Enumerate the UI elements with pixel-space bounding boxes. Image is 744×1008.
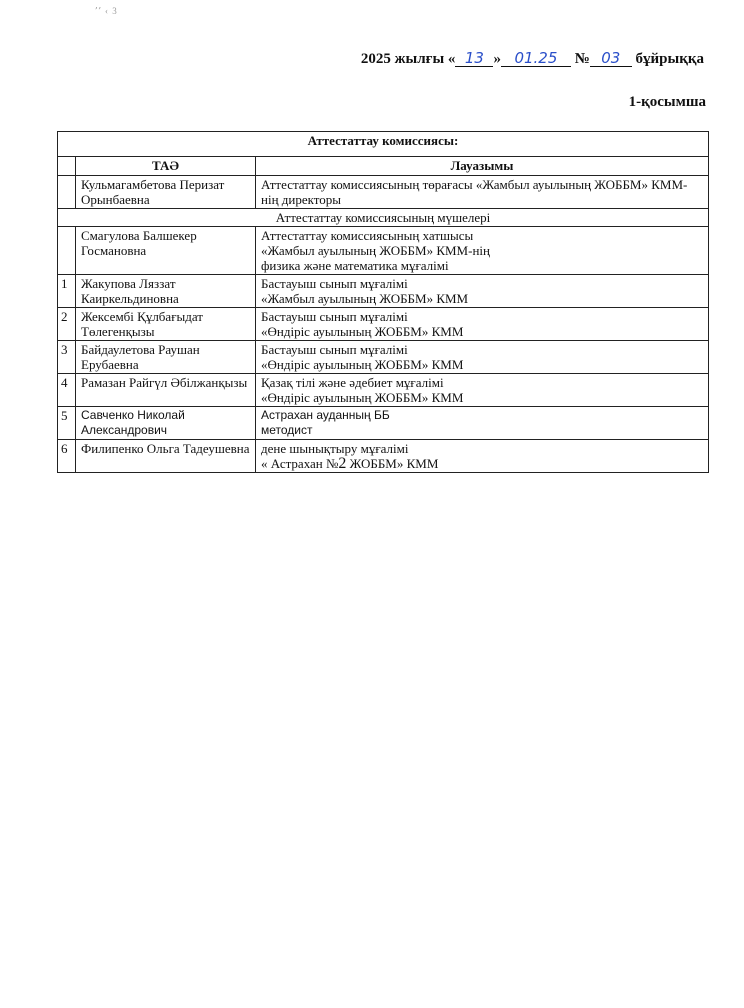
chair-num-cell [58,176,76,209]
member-position-line: Бастауыш сынып мұғалімі [261,342,408,357]
member-position-line: дене шынықтыру мұғалімі [261,441,409,456]
secretary-position [256,227,709,275]
handwritten-month-year: 01.25 [501,50,571,67]
member-position-line: «Жамбыл ауылының ЖОББМ» КММ [261,291,469,306]
member-num: 6 [58,440,76,473]
member-position-part: ЖОББМ» КММ [346,456,439,471]
member-position [256,407,709,440]
table-title: Аттестаттау комиссиясы: [58,132,709,157]
member-position-line [261,456,703,471]
table-row [58,341,709,374]
table-row [58,374,709,407]
chair-position: Аттестаттау комиссиясының төрағасы «Жамбыл ауылының ЖОББМ» КММ-нің директоры [256,176,709,209]
member-num: 2 [58,308,76,341]
commission-table [57,131,709,473]
appendix-label: 1-қосымша [628,94,706,110]
header-position: Лауазымы [256,157,709,176]
member-position-line: «Өндіріс ауылының ЖОББМ» КММ [261,357,464,372]
member-position [256,341,709,374]
member-position-part: 2 [338,455,347,472]
order-word: бұйрыққа [635,51,704,67]
table-row [58,275,709,308]
table-row [58,407,709,440]
member-num: 1 [58,275,76,308]
member-name: Жексембі Құлбағыдат Төлегенқызы [76,308,256,341]
header-num-cell [58,157,76,176]
member-num: 5 [58,407,76,440]
member-position-line: «Өндіріс ауылының ЖОББМ» КММ [261,390,464,405]
secretary-position-line: Аттестаттау комиссиясының хатшысы [261,228,474,243]
order-reference [361,50,704,68]
secretary-name: Смагулова Балшекер Госмановна [76,227,256,275]
members-section-title: Аттестаттау комиссиясының мүшелері [58,209,709,227]
member-name: Филипенко Ольга Тадеушевна [76,440,256,473]
member-position [256,440,709,473]
member-position-line: Қазақ тілі және әдебиет мұғалімі [261,375,444,390]
member-position-part: « Астрахан № [261,456,339,471]
header-name: ТАӘ [76,157,256,176]
member-position [256,275,709,308]
secretary-num-cell [58,227,76,275]
member-position-line: Бастауыш сынып мұғалімі [261,309,408,324]
secretary-row [58,227,709,275]
table-row [58,440,709,473]
chair-name: Кульмагамбетова Перизат Орынбаевна [76,176,256,209]
member-position-line: Бастауыш сынып мұғалімі [261,276,408,291]
member-position-line: методист [261,423,313,437]
member-position-line: «Өндіріс ауылының ЖОББМ» КММ [261,324,464,339]
quote-close: » [493,51,501,67]
member-name: Рамазан Райгүл Әбілжанқызы [76,374,256,407]
member-num: 4 [58,374,76,407]
member-name: Жакупова Ляззат Каиркельдиновна [76,275,256,308]
table-row [58,308,709,341]
chair-row [58,176,709,209]
member-num: 3 [58,341,76,374]
scan-mark: ՚՚ ‹ 3 [95,6,118,16]
member-name: Байдаулетова Раушан Ерубаевна [76,341,256,374]
year-text: 2025 жылғы « [360,51,456,67]
secretary-position-line: физика және математика мұғалімі [261,258,449,273]
member-position [256,308,709,341]
handwritten-order-number: 03 [590,50,632,67]
number-sign: № [574,51,590,67]
members-section-row [58,209,709,227]
member-name: Савченко Николай Александрович [76,407,256,440]
member-position [256,374,709,407]
handwritten-day: 13 [455,50,493,67]
member-position-line: Астрахан ауданның ББ [261,408,390,422]
table-header-row [58,157,709,176]
secretary-position-line: «Жамбыл ауылының ЖОББМ» КММ-нің [261,243,490,258]
table-title-row [58,132,709,157]
